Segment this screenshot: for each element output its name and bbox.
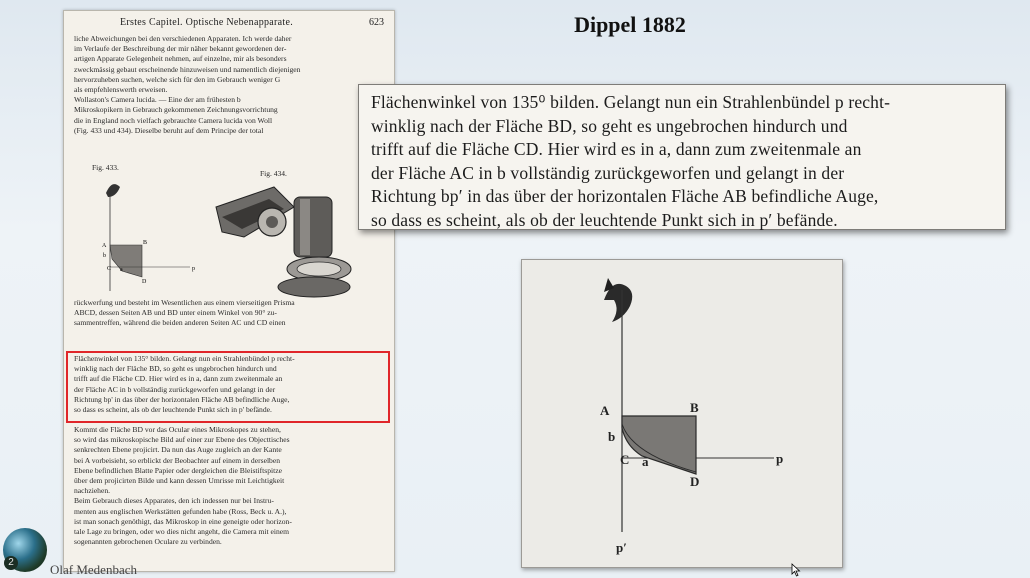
- paragraph-intro: liche Abweichungen bei den verschiedenen Apparaten. Ich werde daher im Verlaufe der Beschreibung der mir näher bekannt gewordenen der- artigen Apparate Gelegenheit nehmen, auf einzelne, mir als besonders zweckmässig gebaut erscheinende hinzuweisen und namentlich diejenigen hervorzuheben suchen, welche sich für den im Gebrauch weniger G als empfehlenswerth erweisen. Wollaston's Camera lucida. — Eine der am frühesten b Mikroskopikern in Gebrauch gekommenen Zeichnungsvorrichtung die in England noch vielfach gebrauchte Camera lucida von Woll (Fig. 433 und 434). Dieselbe beruht auf dem Principe der total: [74, 34, 301, 135]
- eye-icon: [106, 184, 120, 197]
- label-A: A: [102, 243, 107, 249]
- highlighted-passage: Flächenwinkel von 135° bilden. Gelangt nun ein Strahlenbündel p recht- winklig nach der Fläche BD, so geht es ungebrochen hindurch und trifft auf die Fläche CD. Hier wird es in a, dann zum zweitenmale an der Fläche AC in b vollständig zurückgeworfen und gelangt in der Richtung bp' in das über der horizontalen Fläche AB befindliche Auge, so dass es scheint, als ob der leuchtende Punkt sich in p' befände.: [74, 354, 295, 415]
- chapter-title: Erstes Capitel. Optische Nebenapparate.: [120, 17, 294, 28]
- fig-434-apparatus-illustration: [214, 177, 364, 302]
- zoomed-prism-figure: [521, 259, 843, 568]
- label-b: b: [103, 253, 106, 259]
- label-D: D: [142, 279, 147, 285]
- label-p: p: [776, 451, 784, 466]
- prism-shape: [110, 245, 142, 277]
- book-page-scan: [63, 10, 395, 572]
- page-header: [74, 17, 384, 28]
- zoomed-text-excerpt: [358, 84, 1006, 230]
- label-C: C: [620, 452, 630, 467]
- label-p-prime: p′: [616, 540, 627, 555]
- fig-433-label: Fig. 433.: [92, 163, 119, 172]
- fig-433-diagram: [92, 171, 202, 296]
- label-p: p: [192, 266, 195, 272]
- excerpt-line: Richtung bp′ in das über der horizontalen Fläche AB befindliche Auge,: [371, 186, 879, 207]
- label-C: C: [107, 266, 112, 272]
- excerpt-line: so dass es scheint, als ob der leuchtende Punkt sich in p′ befände.: [371, 209, 838, 230]
- prism-shape: [622, 416, 696, 474]
- highlight-box: [66, 351, 390, 423]
- label-B: B: [690, 400, 699, 415]
- excerpt-line: trifft auf die Fläche CD. Hier wird es in a, dann zum zweitenmale an: [371, 139, 862, 160]
- fig-434-label: Fig. 434.: [260, 169, 287, 178]
- slide-title: Dippel 1882: [574, 12, 686, 37]
- label-a: a: [120, 267, 123, 273]
- label-B: B: [143, 240, 148, 246]
- label-b: b: [608, 429, 616, 444]
- label-D: D: [690, 474, 700, 489]
- paragraph-prism: rückwerfung und besteht im Wesentlichen aus einem vierseitigen Prisma ABCD, dessen Seiten AB und BD unter einem Winkel von 90° zu- sammentreffen, während die beiden anderen Seiten AC und CD einen: [74, 298, 295, 328]
- prism-diagram: [522, 260, 842, 567]
- excerpt-line: der Fläche AC in b vollständig zurückgeworfen und gelangt in der: [371, 162, 845, 183]
- label-A: A: [600, 403, 610, 418]
- page-number: 623: [369, 17, 384, 28]
- label-a: a: [642, 454, 649, 469]
- presenter-name: Olaf Medenbach: [50, 562, 137, 577]
- excerpt-line: Flächenwinkel von 135⁰ bilden. Gelangt nun ein Strahlenbündel p recht-: [371, 92, 891, 112]
- excerpt-line: winklig nach der Fläche BD, so geht es ungebrochen hindurch und: [371, 115, 848, 136]
- slide-badge: 2: [4, 556, 18, 570]
- mouse-cursor-icon: [791, 563, 801, 577]
- paragraph-usage: Kommt die Fläche BD vor das Ocular eines Mikroskopes zu stehen, so wird das mikroskopische Bild auf einer zur Ebene des Objecttisches senkrechten Ebene projicirt. Da nun das Auge zugleich an der Kante bei A vorbeisieht, so erblickt der Beobachter auf einem in derselben Ebene befindlichen Blatte Papier oder dergleichen die Bleistiftspitze über dem projicirten Bilde und kann dessen Umrisse mit Leichtigkeit nachziehen. Beim Gebrauch dieses Apparates, den ich indessen nur bei Instru- menten aus englischen Werkstätten gefunden habe (Ross, Beck u. A.), ist man sonach genöthigt, das Mikroskop in eine geneigte oder horizon- tale Lage zu bringen, oder wo dies nicht angeht, die Camera mit einem sogenannten gebrochenen Oculare zu verbinden.: [74, 425, 292, 547]
